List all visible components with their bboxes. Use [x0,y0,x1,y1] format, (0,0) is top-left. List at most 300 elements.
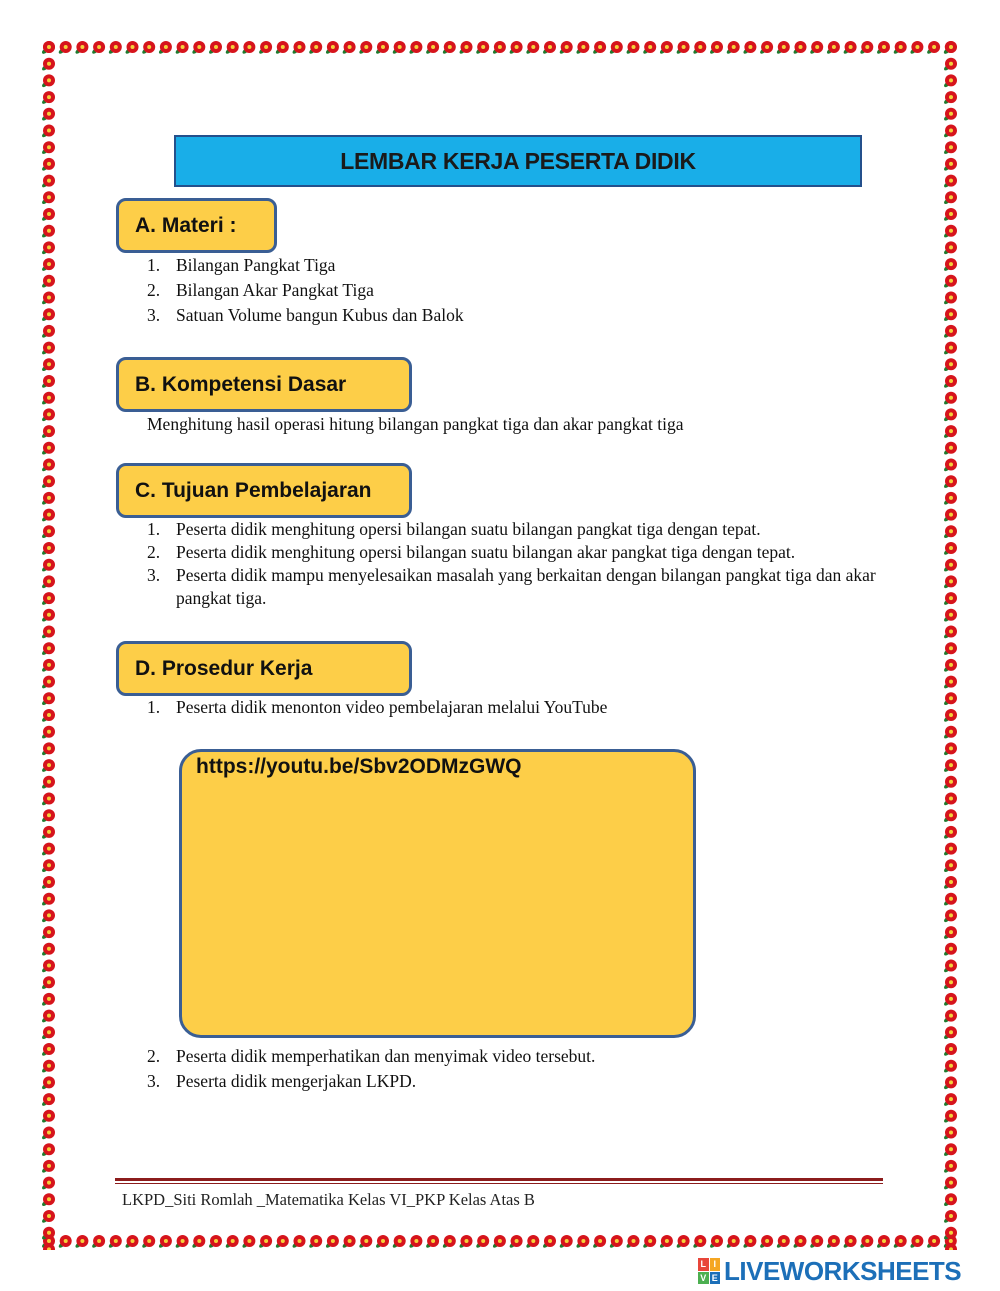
flower-icon [943,960,957,974]
flower-icon [41,742,55,756]
flower-icon [943,258,957,272]
flower-icon [41,392,55,406]
flower-icon [943,859,957,873]
flower-icon [41,759,55,773]
flower-icon [943,659,957,673]
flower-icon [41,358,55,372]
flower-pattern [40,38,58,1250]
kompetensi-text: Menghitung hasil operasi hitung bilangan pangkat tiga dan akar pangkat tiga [147,414,684,434]
list-number: 2. [147,280,161,300]
flower-icon [41,141,55,155]
flower-icon [41,241,55,255]
flower-border-right [942,38,960,1250]
flower-icon [943,926,957,940]
flower-icon [626,41,640,55]
flower-icon [492,41,506,55]
flower-icon [41,1026,55,1040]
flower-icon [943,1227,957,1241]
flower-icon [943,1010,957,1024]
flower-icon [943,41,957,55]
page-title: LEMBAR KERJA PESERTA DIDIK [174,135,862,187]
flower-icon [726,41,740,55]
flower-icon [943,208,957,222]
flower-icon [325,41,339,55]
flower-icon [943,742,957,756]
flower-icon [943,459,957,473]
flower-icon [141,41,155,55]
materi-list [147,253,847,328]
flower-icon [41,509,55,523]
flower-icon [175,41,189,55]
list-item [147,695,847,720]
prosedur-list-start [147,695,847,720]
flower-icon [859,1235,873,1249]
flower-icon [943,776,957,790]
flower-icon [659,1235,673,1249]
list-item [147,303,847,328]
flower-icon [943,325,957,339]
flower-icon [108,1235,122,1249]
flower-icon [41,58,55,72]
flower-icon [442,41,456,55]
flower-icon [809,1235,823,1249]
list-text: Peserta didik memperhatikan dan menyimak video tersebut. [176,1046,596,1066]
flower-icon [425,41,439,55]
flower-icon [659,41,673,55]
list-item [147,564,877,610]
flower-icon [692,41,706,55]
flower-icon [392,1235,406,1249]
flower-icon [943,559,957,573]
flower-icon [943,826,957,840]
flower-icon [926,1235,940,1249]
flower-icon [943,609,957,623]
flower-icon [793,41,807,55]
flower-icon [41,41,55,55]
flower-icon [41,1043,55,1057]
flower-icon [709,41,723,55]
flower-icon [475,1235,489,1249]
flower-icon [943,575,957,589]
flower-icon [943,1143,957,1157]
list-text: Bilangan Pangkat Tiga [176,255,336,275]
flower-icon [241,41,255,55]
flower-icon [943,241,957,255]
flower-icon [41,609,55,623]
flower-icon [41,108,55,122]
youtube-link[interactable]: https://youtu.be/Sbv2ODMzGWQ [196,755,522,778]
flower-icon [642,41,656,55]
flower-icon [41,676,55,690]
flower-icon [642,1235,656,1249]
flower-pattern [40,1232,960,1250]
video-box[interactable] [179,749,696,1038]
icon-letter: E [710,1272,721,1285]
list-text: Peserta didik mengerjakan LKPD. [176,1071,417,1091]
flower-icon [776,1235,790,1249]
flower-icon [41,475,55,489]
list-text: Satuan Volume bangun Kubus dan Balok [176,305,464,325]
list-number: 3. [147,565,161,585]
list-text: Bilangan Akar Pangkat Tiga [176,280,374,300]
flower-icon [41,91,55,105]
list-number: 1. [147,697,161,717]
flower-icon [41,726,55,740]
flower-icon [41,843,55,857]
list-text: Peserta didik menonton video pembelajaran melalui YouTube [176,697,608,717]
flower-icon [408,1235,422,1249]
flower-icon [609,41,623,55]
flower-icon [492,1235,506,1249]
flower-icon [943,709,957,723]
flower-icon [292,1235,306,1249]
flower-icon [542,41,556,55]
flower-pattern [40,38,960,56]
flower-icon [41,258,55,272]
flower-icon [943,58,957,72]
flower-icon [258,41,272,55]
flower-icon [943,1243,957,1250]
flower-icon [41,492,55,506]
flower-icon [943,191,957,205]
flower-icon [41,1060,55,1074]
list-item [147,278,847,303]
flower-icon [258,1235,272,1249]
list-number: 2. [147,1046,161,1066]
flower-icon [943,692,957,706]
flower-icon [893,41,907,55]
flower-icon [692,1235,706,1249]
flower-icon [41,408,55,422]
flower-icon [876,41,890,55]
flower-icon [943,759,957,773]
flower-icon [74,41,88,55]
flower-icon [225,1235,239,1249]
list-item [147,1069,847,1094]
flower-icon [609,1235,623,1249]
flower-icon [575,1235,589,1249]
flower-icon [358,1235,372,1249]
flower-icon [943,1060,957,1074]
flower-icon [759,1235,773,1249]
flower-icon [943,1076,957,1090]
flower-icon [859,41,873,55]
flower-icon [41,993,55,1007]
flower-icon [943,909,957,923]
flower-icon [41,375,55,389]
flower-icon [125,1235,139,1249]
flower-icon [943,108,957,122]
flower-icon [943,1127,957,1141]
flower-icon [41,709,55,723]
flower-icon [943,425,957,439]
flower-icon [943,392,957,406]
flower-icon [793,1235,807,1249]
flower-icon [943,726,957,740]
flower-icon [676,1235,690,1249]
flower-icon [41,542,55,556]
flower-icon [943,843,957,857]
flower-icon [41,1076,55,1090]
flower-icon [41,876,55,890]
footer-divider [115,1178,883,1181]
flower-icon [41,793,55,807]
flower-icon [676,41,690,55]
flower-icon [475,41,489,55]
icon-letter: I [710,1258,721,1271]
flower-border-left [40,38,58,1250]
flower-icon [41,809,55,823]
list-number: 3. [147,305,161,325]
flower-icon [759,41,773,55]
flower-icon [943,1160,957,1174]
flower-icon [408,41,422,55]
flower-icon [41,158,55,172]
flower-icon [943,1210,957,1224]
flower-icon [943,676,957,690]
flower-icon [943,342,957,356]
flower-icon [826,1235,840,1249]
list-number: 1. [147,255,161,275]
tujuan-list [147,518,877,610]
flower-icon [191,41,205,55]
flower-icon [943,225,957,239]
flower-icon [943,1177,957,1191]
flower-icon [943,1193,957,1207]
icon-letter: L [698,1258,709,1271]
flower-icon [141,1235,155,1249]
flower-icon [943,876,957,890]
section-d-heading: D. Prosedur Kerja [116,641,412,696]
flower-icon [459,41,473,55]
icon-letter: V [698,1272,709,1285]
flower-icon [709,1235,723,1249]
flower-icon [41,575,55,589]
flower-icon [525,41,539,55]
flower-icon [943,292,957,306]
flower-icon [943,375,957,389]
flower-icon [41,342,55,356]
flower-icon [342,1235,356,1249]
flower-icon [74,1235,88,1249]
flower-icon [375,1235,389,1249]
flower-icon [943,141,957,155]
flower-icon [909,41,923,55]
flower-icon [158,41,172,55]
flower-icon [208,1235,222,1249]
flower-icon [592,41,606,55]
flower-icon [943,91,957,105]
flower-icon [742,41,756,55]
flower-icon [943,509,957,523]
flower-icon [943,626,957,640]
flower-icon [91,1235,105,1249]
flower-icon [943,525,957,539]
flower-icon [809,41,823,55]
brand-name: LIVEWORKSHEETS [724,1255,962,1286]
flower-icon [826,41,840,55]
flower-icon [41,191,55,205]
flower-icon [41,893,55,907]
flower-icon [342,41,356,55]
flower-icon [843,1235,857,1249]
flower-icon [425,1235,439,1249]
flower-icon [158,1235,172,1249]
flower-icon [41,459,55,473]
flower-icon [58,41,72,55]
flower-icon [91,41,105,55]
prosedur-list-end [147,1044,847,1094]
list-item [147,518,877,541]
flower-icon [509,41,523,55]
flower-icon [191,1235,205,1249]
flower-icon [943,592,957,606]
flower-icon [308,1235,322,1249]
list-number: 3. [147,1071,161,1091]
flower-icon [943,809,957,823]
flower-icon [41,926,55,940]
flower-icon [943,492,957,506]
liveworksheets-logo[interactable] [698,1257,961,1285]
flower-icon [943,358,957,372]
section-b-heading: B. Kompetensi Dasar [116,357,412,412]
flower-icon [41,125,55,139]
flower-icon [943,793,957,807]
flower-icon [41,525,55,539]
flower-icon [943,175,957,189]
flower-icon [58,1235,72,1249]
flower-icon [41,943,55,957]
flower-icon [509,1235,523,1249]
flower-icon [41,74,55,88]
flower-icon [41,275,55,289]
flower-icon [943,1110,957,1124]
flower-icon [41,776,55,790]
flower-icon [125,41,139,55]
flower-icon [926,41,940,55]
flower-icon [41,425,55,439]
flower-icon [41,175,55,189]
flower-icon [358,41,372,55]
flower-icon [41,559,55,573]
flower-icon [41,292,55,306]
flower-icon [41,308,55,322]
flower-icon [943,275,957,289]
flower-icon [876,1235,890,1249]
flower-icon [943,158,957,172]
flower-icon [41,626,55,640]
flower-icon [943,1093,957,1107]
flower-icon [41,325,55,339]
list-number: 1. [147,519,161,539]
flower-pattern [942,38,960,1250]
flower-icon [943,125,957,139]
flower-icon [41,442,55,456]
list-item [147,1044,847,1069]
footer-divider-thin [115,1183,883,1184]
list-text: Peserta didik menghitung opersi bilangan suatu bilangan pangkat tiga dengan tepat. [176,519,761,539]
section-a-heading: A. Materi : [116,198,277,253]
list-text: Peserta didik mampu menyelesaikan masalah yang berkaitan dengan bilangan pangkat tiga dan akar pangkat tiga. [176,565,876,608]
flower-icon [559,41,573,55]
flower-icon [943,1043,957,1057]
flower-icon [41,1193,55,1207]
flower-icon [241,1235,255,1249]
flower-icon [776,41,790,55]
flower-icon [742,1235,756,1249]
footer-text: LKPD_Siti Romlah _Matematika Kelas VI_PKP Kelas Atas B [122,1190,535,1209]
flower-icon [41,1010,55,1024]
flower-icon [626,1235,640,1249]
flower-icon [308,41,322,55]
flower-icon [41,976,55,990]
flower-icon [275,1235,289,1249]
flower-icon [575,41,589,55]
flower-icon [41,1160,55,1174]
flower-icon [41,1177,55,1191]
flower-icon [442,1235,456,1249]
flower-icon [41,1093,55,1107]
flower-icon [943,308,957,322]
flower-icon [41,859,55,873]
flower-icon [943,442,957,456]
flower-icon [41,1210,55,1224]
flower-icon [41,1243,55,1250]
flower-icon [225,41,239,55]
flower-icon [292,41,306,55]
list-number: 2. [147,542,161,562]
flower-icon [909,1235,923,1249]
flower-icon [525,1235,539,1249]
flower-icon [41,909,55,923]
flower-icon [41,1127,55,1141]
flower-icon [943,74,957,88]
flower-icon [41,960,55,974]
section-c-heading: C. Tujuan Pembelajaran [116,463,412,518]
flower-border-bottom [40,1232,960,1250]
flower-icon [41,826,55,840]
flower-icon [41,1143,55,1157]
flower-icon [459,1235,473,1249]
flower-border-top [40,38,960,56]
flower-icon [843,41,857,55]
flower-icon [943,893,957,907]
flower-icon [108,41,122,55]
flower-icon [943,976,957,990]
list-text: Peserta didik menghitung opersi bilangan suatu bilangan akar pangkat tiga dengan tepat. [176,542,796,562]
flower-icon [559,1235,573,1249]
flower-icon [943,943,957,957]
flower-icon [41,692,55,706]
flower-icon [175,1235,189,1249]
flower-icon [275,41,289,55]
flower-icon [726,1235,740,1249]
list-item [147,541,877,564]
flower-icon [325,1235,339,1249]
flower-icon [943,1026,957,1040]
list-item [147,253,847,278]
flower-icon [41,1110,55,1124]
flower-icon [41,208,55,222]
flower-icon [893,1235,907,1249]
flower-icon [592,1235,606,1249]
flower-icon [375,41,389,55]
flower-icon [41,592,55,606]
flower-icon [943,642,957,656]
liveworksheets-icon [698,1258,720,1284]
flower-icon [943,408,957,422]
flower-icon [41,642,55,656]
